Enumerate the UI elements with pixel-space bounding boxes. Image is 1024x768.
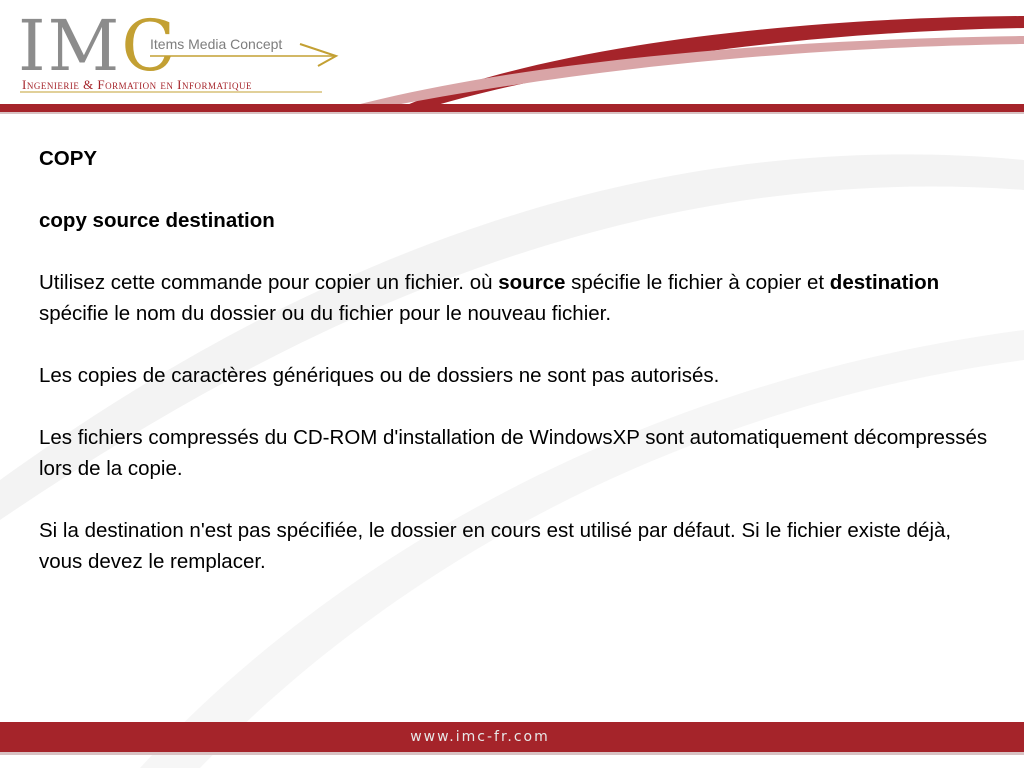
- description-text-2: spécifie le fichier à copier et: [565, 271, 830, 294]
- paragraph-default: Si la destination n'est pas spécifiée, le dossier en cours est utilisé par défaut. Si le fichier existe déjà, vous devez le remplacer.: [39, 519, 952, 573]
- paragraph-compressed: Les fichiers compressés du CD-ROM d'installation de WindowsXP sont automatiquement décompressés lors de la copie.: [39, 426, 988, 480]
- description-text-1: Utilisez cette commande pour copier un fichier. où: [39, 271, 499, 294]
- description-text-3: spécifie le nom du dossier ou du fichier pour le nouveau fichier.: [39, 302, 612, 325]
- command-syntax: copy source destination: [39, 209, 275, 232]
- destination-keyword: destination: [829, 271, 940, 294]
- page-title: COPY: [39, 147, 98, 170]
- source-keyword: source: [498, 271, 566, 294]
- footer-url: www.imc-fr.com: [410, 729, 550, 745]
- slide-body: [39, 143, 989, 608]
- logo-subtitle: Ingenierie & Formation en Informatique: [22, 77, 252, 92]
- logo-main: IM: [18, 5, 122, 87]
- logo-tagline: Items Media Concept: [150, 36, 283, 52]
- paragraph-description: [39, 267, 989, 329]
- paragraph-wildcards: Les copies de caractères génériques ou de dossiers ne sont pas autorisés.: [39, 364, 720, 387]
- logo-accent: C: [121, 5, 177, 87]
